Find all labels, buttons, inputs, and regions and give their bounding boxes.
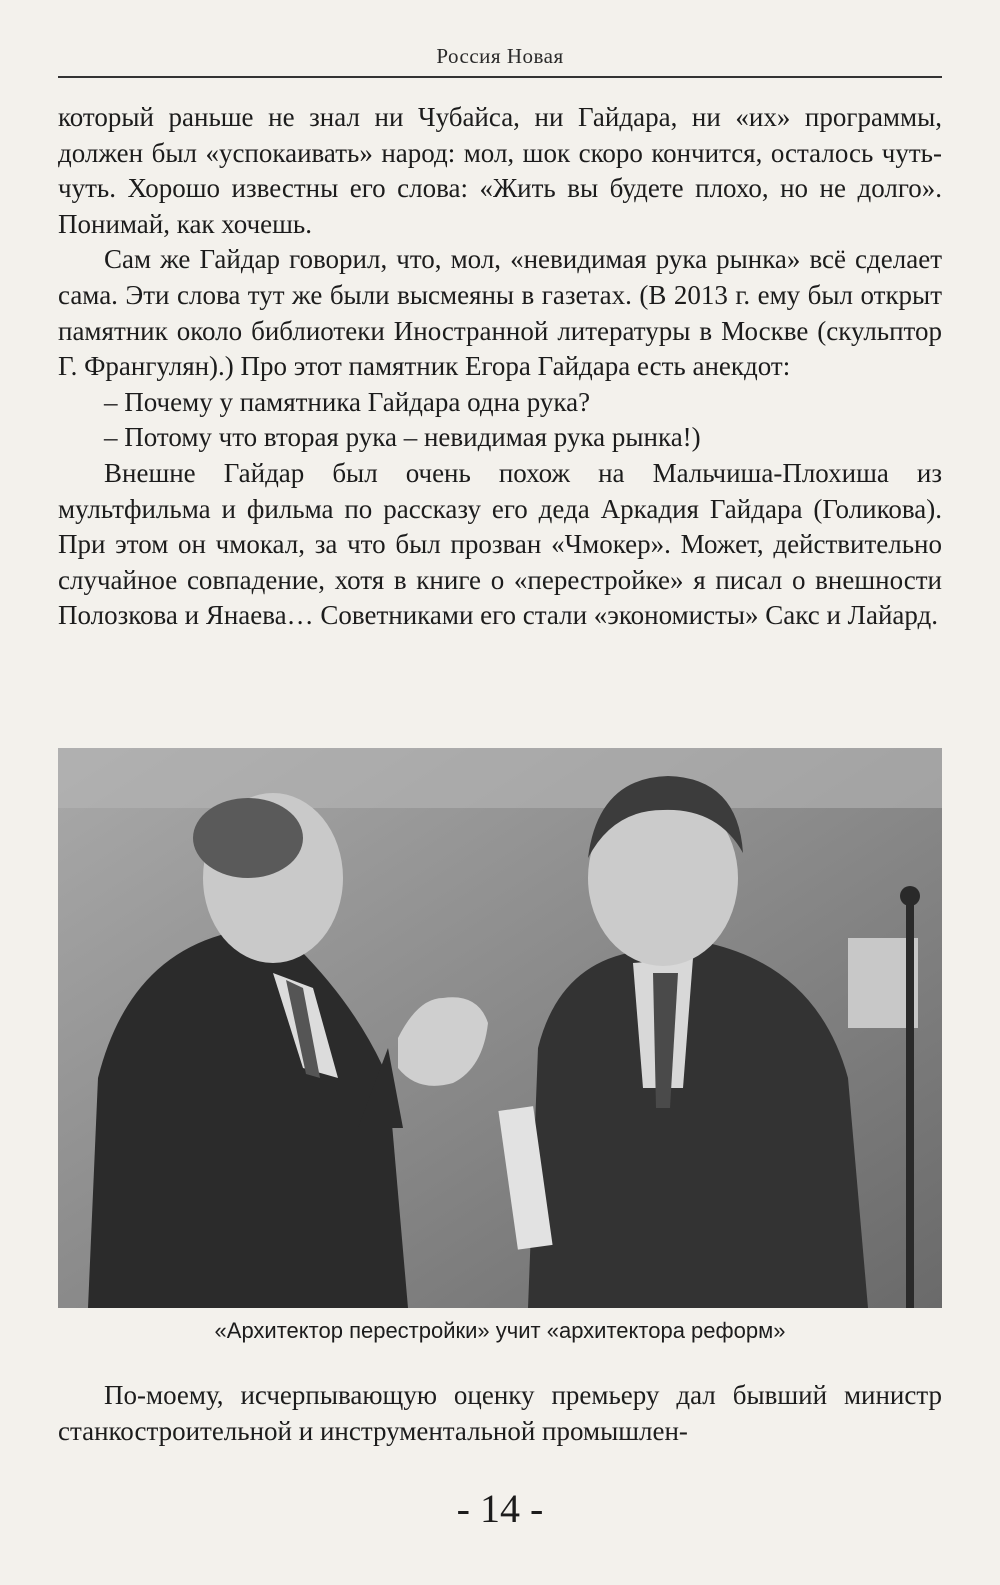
- running-head: Россия Новая: [436, 44, 564, 68]
- header-rule: [58, 76, 942, 78]
- body-text-bottom: [58, 1378, 942, 1449]
- paragraph-appearance: Внешне Гайдар был очень похож на Мальчиша-Плохиша из мультфильма и фильма по рассказу его деда Аркадия Гайдара (Голикова). При этом он чмокал, за что был прозван «Чмокер». Может, действительно случайное совпадение, хотя в книге о «перестройке» я писал о внешности Полозкова и Янаева… Советниками его стали «экономисты» Сакс и Лайард.: [58, 457, 942, 631]
- joke-answer: – Потому что вторая рука – невидимая рука рынка!): [104, 422, 701, 453]
- paragraph-invisible-hand: Сам же Гайдар говорил, что, мол, «невидимая рука рынка» всё сделает сама. Эти слова тут же были высмеяны в газетах. (В 2013 г. ему был открыт памятник около библиотеки Иностранной литературы в Москве (скульптор Г. Франгулян).) Про этот памятник Егора Гайдара есть анекдот:: [58, 244, 942, 382]
- paragraph-assessment: По-моему, исчерпывающую оценку премьеру дал бывший министр станкостроительной и инструментальной промышлен-: [58, 1380, 942, 1446]
- paragraph-continuation: который раньше не знал ни Чубайса, ни Гайдара, ни «их» программы, должен был «успокаивать» народ: мол, шок скоро кончится, осталось чуть-чуть. Хорошо известны его слова: «Жить вы будете плохо, но не долго». Понимай, как хочешь.: [58, 102, 942, 239]
- figure-caption: «Архитектор перестройки» учит «архитектора реформ»: [214, 1318, 786, 1343]
- photo: [58, 748, 942, 1308]
- body-text-top: [58, 100, 942, 634]
- joke-question: – Почему у памятника Гайдара одна рука?: [104, 386, 591, 417]
- page-number: - 14 -: [456, 1486, 544, 1531]
